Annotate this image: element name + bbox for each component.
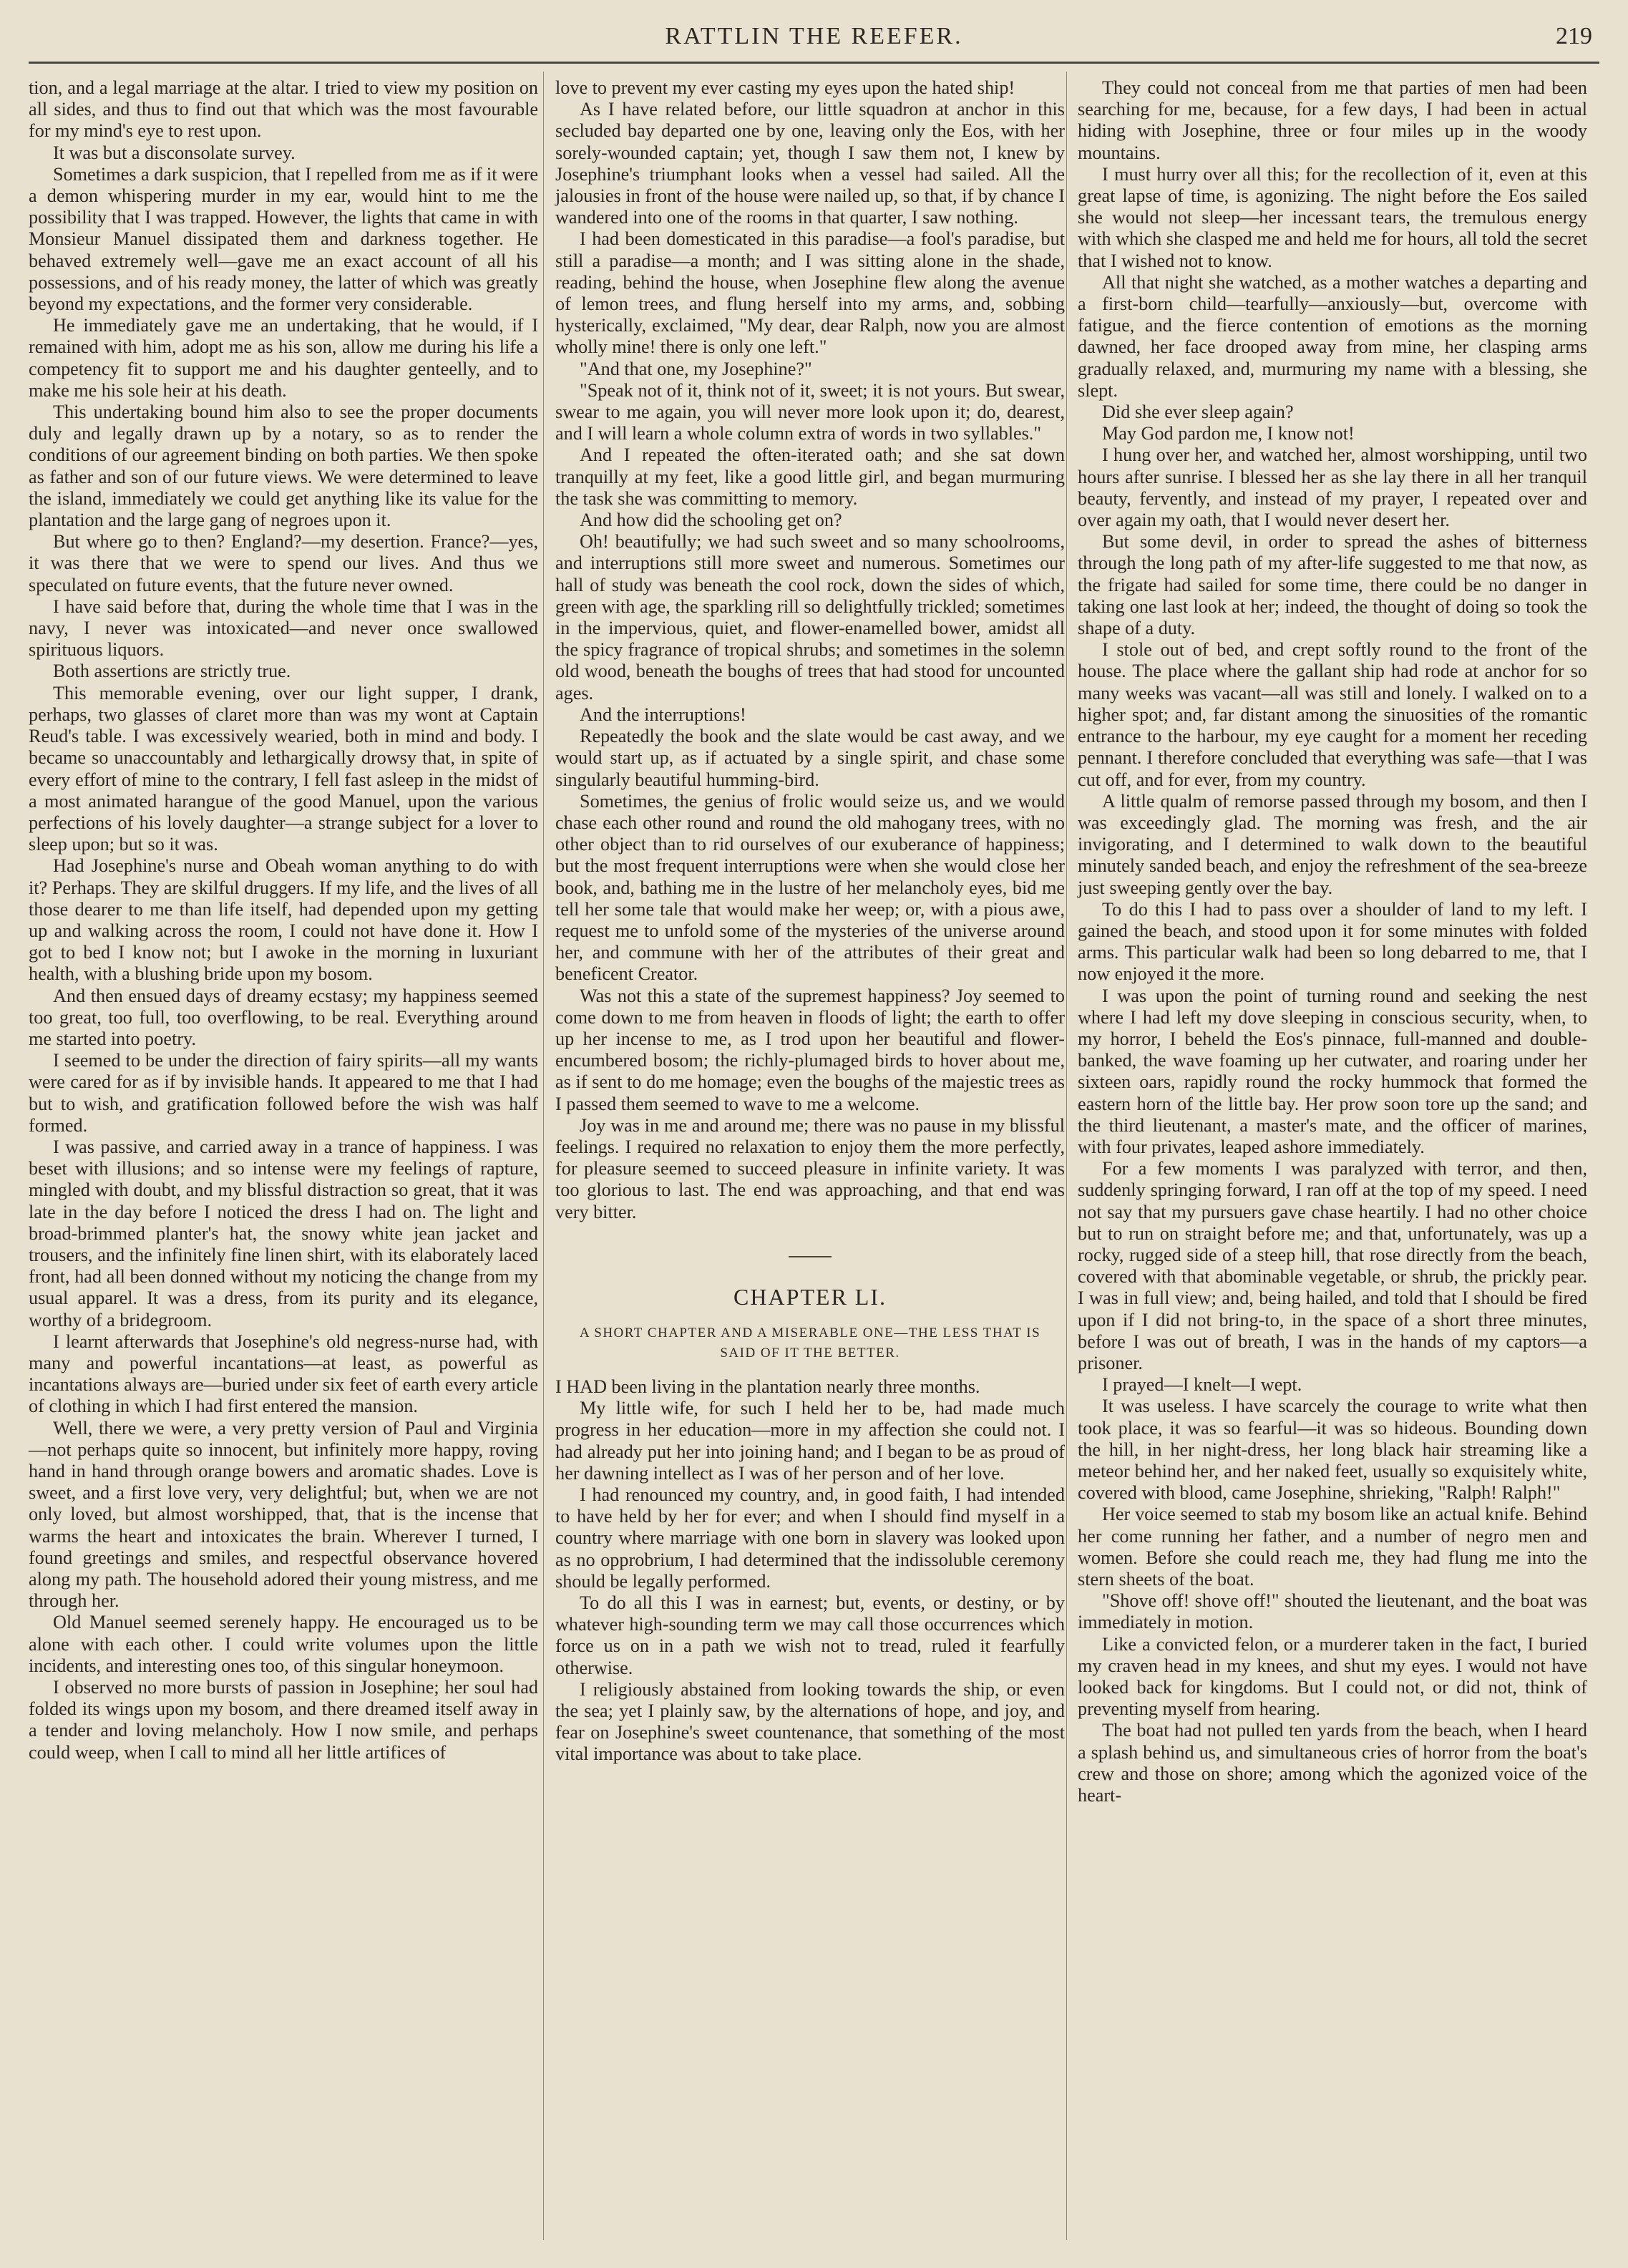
column-middle-bottom-text <box>555 1376 1065 1766</box>
paragraph: "Shove off! shove off!" shouted the lieutenant, and the boat was immediately in motion. <box>1078 1590 1587 1633</box>
paragraph: And I repeated the often-iterated oath; and she sat down tranquilly at my feet, like a good little girl, and began murmuring the task she was committing to memory. <box>555 444 1065 509</box>
paragraph: It was but a disconsolate survey. <box>53 142 296 163</box>
paragraph: All that night she watched, as a mother watches a departing and a first-born child—tearfully—anxiously—but, overcome with fatigue, and the fierce contention of emotions as the morning dawned, her face drooped away from mine, her clasping arms gradually relaxed, and, murmuring my name with a blessing, she slept. <box>1078 271 1587 401</box>
page-number: 219 <box>1556 23 1592 49</box>
paragraph: "Speak not of it, think not of it, sweet; it is not yours. But swear, swear to me again, you will never more look upon it; do, dearest, and I will learn a whole column extra of words in two syllables." <box>555 379 1065 444</box>
paragraph: For a few moments I was paralyzed with terror, and then, suddenly springing forward, I ran off at the top of my speed. I need not say that my pursuers gave chase heartily. I had no other choice but to run on straight before me; and that, unfortunately, was up a rocky, rugged side of a steep hill, that rose directly from the beach, covered with that abominable vegetable, or shrub, the prickly pear. I was in full view; and, being hailed, and told that I should be fired upon if I did not bring-to, in the space of a short three minutes, before I was out of breath, I was in the hands of my captors—a prisoner. <box>1078 1158 1587 1373</box>
paragraph: May God pardon me, I know not! <box>1102 423 1355 444</box>
paragraph: This undertaking bound him also to see the proper documents duly and legally drawn up by a notary, so as to render the conditions of our agreement binding on both parties. We then spoke as father and son of our future views. We were determined to leave the island, immediately we could get anything like its value for the plantation and the large gang of negroes upon it. <box>29 401 538 531</box>
chapter-subtitle: A SHORT CHAPTER AND A MISERABLE ONE—THE LESS THAT IS SAID OF IT THE BETTER. <box>579 1325 1041 1361</box>
paragraph: I religiously abstained from looking towards the ship, or even the sea; yet I plainly saw, by the alternations of hope, and joy, and fear on Josephine's sweet countenance, that something of the most vital importance was about to take place. <box>555 1678 1065 1765</box>
paragraph: But some devil, in order to spread the ashes of bitterness through the long path of my after-life suggested to me that now, as the frigate had sailed for some time, there could be no danger in taking one last look at her; indeed, the thought of doing so took the shape of a duty. <box>1078 531 1587 639</box>
paragraph: A little qualm of remorse passed through my bosom, and then I was exceedingly glad. The morning was fresh, and the air invigorating, and I determined to walk down to the beautiful minutely sanded beach, and enjoy the refreshment of the sea-breeze just sweeping gently over the bay. <box>1078 790 1587 898</box>
paragraph: But where go to then? England?—my desertion. France?—yes, it was there that we were to spend our lives. And thus we speculated on future events, that the future never owned. <box>29 531 538 595</box>
paragraph: And then ensued days of dreamy ecstasy; my happiness seemed too great, too full, too overflowing, to be real. Everything around me started into poetry. <box>29 985 538 1049</box>
paragraph: I observed no more bursts of passion in Josephine; her soul had folded its wings upon my bosom, and there dreamed itself away in a tender and loving melancholy. How I now smile, and perhaps could weep, when I call to mind all her little artifices of <box>29 1677 538 1763</box>
paragraph: I HAD been living in the plantation nearly three months. <box>555 1376 980 1397</box>
paragraph: To do all this I was in earnest; but, events, or destiny, or by whatever high-sounding term we may call those occurrences which force us on in a path we wish not to tread, ruled it fearfully otherwise. <box>555 1592 1065 1678</box>
paragraph: I learnt afterwards that Josephine's old negress-nurse had, with many and powerful incantations—at least, as powerful as incantations always are—buried under six feet of earth every article of clothing in which I had first entered the mansion. <box>29 1330 538 1417</box>
paragraph: He immediately gave me an undertaking, that he would, if I remained with him, adopt me as his son, allow me during his life a competency fit to support me and his daughter genteelly, and to make me his sole heir at his death. <box>29 315 538 401</box>
page-header <box>29 20 1599 64</box>
paragraph: I had been domesticated in this paradise—a fool's paradise, but still a paradise—a month; and I was sitting alone in the shade, reading, behind the house, when Josephine flew along the avenue of lemon trees, and flung herself into my arms, and, sobbing hysterically, exclaimed, "My dear, dear Ralph, now you are almost wholly mine! there is only one left." <box>555 228 1065 358</box>
paragraph: "And that one, my Josephine?" <box>580 358 812 379</box>
paragraph: Sometimes a dark suspicion, that I repelled from me as if it were a demon whispering murder in my ear, would hint to me the possibility that I was trapped. However, the lights that came in with Monsieur Manuel dissipated them and darkness together. He behaved extremely well—gave me an exact account of all his possessions, and of his ready money, the latter of which was greatly beyond my expectations, and the former very considerable. <box>29 163 538 315</box>
paragraph: As I have related before, our little squadron at anchor in this secluded bay departed one by one, leaving only the Eos, with her sorely-wounded captain; yet, though I saw them not, I knew by Josephine's triumphant looks when a vessel had sailed. All the jalousies in front of the house were nailed up, so that, if by chance I wandered into one of the rooms in that quarter, I saw nothing. <box>555 99 1065 228</box>
paragraph: I prayed—I knelt—I wept. <box>1102 1374 1302 1396</box>
chapter-separator <box>789 1256 832 1257</box>
paragraph: I have said before that, during the whole time that I was in the navy, I never was intoxicated—and never once swallowed spirituous liquors. <box>29 595 538 661</box>
column-middle-top-text <box>555 77 1065 1223</box>
paragraph: Oh! beautifully; we had such sweet and so many schoolrooms, and interruptions still more sweet and numerous. Sometimes our hall of study was beneath the cool rock, down the sides of which, green with age, the sparkling rill so delightfully trickled; sometimes in the impervious, quiet, and flower-enamelled bower, amidst all the spicy fragrance of tropical shrubs; and sometimes in the solemn old wood, beneath the boughs of trees that had stood for uncounted ages. <box>555 531 1065 704</box>
chapter-title: CHAPTER LI. <box>733 1283 887 1310</box>
column-rule <box>1066 72 1067 2240</box>
paragraph: It was useless. I have scarcely the courage to write what then took place, it was so fearful—it was so hideous. Bounding down the hill, in her night-dress, her long black hair streaming like a meteor behind her, and her naked feet, usually so exquisitely white, covered with blood, came Josephine, shrieking, "Ralph! Ralph!" <box>1078 1396 1587 1504</box>
paragraph: Joy was in me and around me; there was no pause in my blissful feelings. I required no relaxation to enjoy them the more perfectly, for pleasure seemed to succeed pleasure in infinite variety. It was too glorious to last. The end was approaching, and that end was very bitter. <box>555 1114 1065 1222</box>
paragraph: They could not conceal from me that parties of men had been searching for me, because, for a few days, I had been in actual hiding with Josephine, three or four miles up in the woody mountains. <box>1078 77 1587 163</box>
paragraph: Repeatedly the book and the slate would be cast away, and we would start up, as if actuated by a single spirit, and chase some singularly beautiful humming-bird. <box>555 726 1065 790</box>
paragraph: I must hurry over all this; for the recollection of it, even at this great lapse of time, is agonizing. The night before the Eos sailed she would not sleep—her incessant tears, the tremulous energy with which she clasped me and held me for hours, all told the secret that I wished not to know. <box>1078 163 1587 271</box>
paragraph: I was upon the point of turning round and seeking the nest where I had left my dove sleeping in conscious security, when, to my horror, I beheld the Eos's pinnace, full-manned and double-banked, the wave foaming up her cutwater, and roaring under her sixteen oars, rapidly round the rocky hummock that formed the eastern horn of the little bay. Her prow soon tore up the sand; and the third lieutenant, a master's mate, and the officer of marines, with four privates, leaped ashore immediately. <box>1078 985 1587 1157</box>
paragraph: love to prevent my ever casting my eyes upon the hated ship! <box>555 77 1015 98</box>
paragraph: Old Manuel seemed serenely happy. He encouraged us to be alone with each other. I could write volumes upon the little incidents, and interesting ones too, of this singular honeymoon. <box>29 1612 538 1676</box>
paragraph: And how did the schooling get on? <box>580 510 842 531</box>
paragraph: tion, and a legal marriage at the altar. I tried to view my position on all sides, and thus to find out that which was the most favourable for my mind's eye to rest upon. <box>29 77 538 142</box>
paragraph: I was passive, and carried away in a trance of happiness. I was beset with illusions; and so intense were my feelings of rapture, mingled with doubt, and my blissful distraction so great, that it was late in the day before I noticed the dress I had on. The light and broad-brimmed planter's hat, the snowy white jean jacket and trousers, and the infinitely fine linen shirt, with its elaborately laced front, had all been donned without my noticing the change from my usual apparel. It was a dress, from its purity and its elegance, worthy of a bridegroom. <box>29 1136 538 1330</box>
paragraph: I hung over her, and watched her, almost worshipping, until two hours after sunrise. I blessed her as she lay there in all her tranquil beauty, fervently, and instead of my prayer, I repeated over and over again my oath, that I would never desert her. <box>1078 444 1587 531</box>
paragraph: I stole out of bed, and crept softly round to the front of the house. The place where the gallant ship had rode at anchor for so many weeks was vacant—all was still and lonely. I walked on to a higher spot; and, far distant among the sinuosities of the romantic entrance to the harbour, my eye caught for a moment her receding pennant. I therefore concluded that everything was safe—that I was cut off, and for ever, from my country. <box>1078 639 1587 790</box>
paragraph: Had Josephine's nurse and Obeah woman anything to do with it? Perhaps. They are skilful druggers. If my life, and the lives of all those dearer to me than life itself, had depended upon my getting up and walking across the room, I could not have done it. How I got to bed I know not; but I awoke in the morning in luxuriant health, with a blushing bride upon my bosom. <box>29 855 538 985</box>
paragraph: Sometimes, the genius of frolic would seize us, and we would chase each other round and round the old mahogany trees, with no other object than to rid ourselves of our exuberance of happiness; but the most frequent interruptions were when she would close her book, and, bathing me in the lustre of her melancholy eyes, bid me tell her some tale that would make her weep; or, with a pious awe, request me to unfold some of the mysteries of the universe around her, and commune with her of the attributes of their great and beneficent Creator. <box>555 790 1065 985</box>
column-right <box>1078 77 1587 1806</box>
paragraph: The boat had not pulled ten yards from the beach, when I heard a splash behind us, and simultaneous cries of horror from the boat's crew and those on shore; among which the agonized voice of the heart- <box>1078 1720 1587 1806</box>
paragraph: Her voice seemed to stab my bosom like an actual knife. Behind her come running her father, and a number of negro men and women. Before she could reach me, they had flung me into the stern sheets of the boat. <box>1078 1504 1587 1590</box>
paragraph: Did she ever sleep again? <box>1102 401 1294 423</box>
paragraph: My little wife, for such I held her to be, had made much progress in her education—more in my affection she could not. I had already put her into joining hand; and I began to be as proud of her dawning intellect as I was of her person and of her love. <box>555 1398 1065 1484</box>
paragraph: Well, there we were, a very pretty version of Paul and Virginia—not perhaps quite so innocent, but infinitely more happy, roving hand in hand through orange bowers and aromatic shades. Love is sweet, and a first love very, very delightful; but, when we are not only loved, but almost worshipped, that, that is the incense that warms the heart and intoxicates the brain. Wherever I turned, I found greetings and smiles, and respectful observance hovered along my path. The household adored their young mistress, and me through her. <box>29 1417 538 1612</box>
paragraph: And the interruptions! <box>580 704 746 725</box>
paragraph: I had renounced my country, and, in good faith, I had intended to have held by her for ever; and when I should find myself in a country where marriage with one born in slavery was looked upon as no opprobrium, I had determined that the indissoluble ceremony should be legally performed. <box>555 1484 1065 1592</box>
paragraph: This memorable evening, over our light supper, I drank, perhaps, two glasses of claret more than was my wont at Captain Reud's table. I was excessively wearied, both in mind and body. I became so unaccountably and lethargically drowsy that, in spite of every effort of mine to the contrary, I fell fast asleep in the midst of a most animated harangue of the good Manuel, upon the various perfections of his lovely daughter—a strange subject for a lover to sleep upon; but so it was. <box>29 682 538 855</box>
column-rule <box>543 72 544 2240</box>
paragraph: To do this I had to pass over a shoulder of land to my left. I gained the beach, and stood upon it for some minutes with folded arms. This particular walk had been so long debarred to me, that I now enjoyed it the more. <box>1078 898 1587 985</box>
paragraph: I seemed to be under the direction of fairy spirits—all my wants were cared for as if by invisible hands. It appeared to me that I had but to wish, and gratification followed before the wish was half formed. <box>29 1050 538 1136</box>
paragraph: Both assertions are strictly true. <box>53 661 291 682</box>
column-left <box>29 77 538 1763</box>
running-title: RATTLIN THE REEFER. <box>665 23 963 49</box>
paragraph: Was not this a state of the supremest happiness? Joy seemed to come down to me from heaven in floods of light; the earth to offer up her incense to me, as I trod upon her beautiful and flower-encumbered bosom; the richly-plumaged birds to hover about me, as if sent to do me homage; even the boughs of the majestic trees as I passed them seemed to wave to me a welcome. <box>555 985 1065 1114</box>
paragraph: Like a convicted felon, or a murderer taken in the fact, I buried my craven head in my knees, and shut my eyes. I would not have looked back for kingdoms. But I could not, or did not, think of preventing myself from hearing. <box>1078 1633 1587 1720</box>
column-middle <box>555 77 1065 1766</box>
